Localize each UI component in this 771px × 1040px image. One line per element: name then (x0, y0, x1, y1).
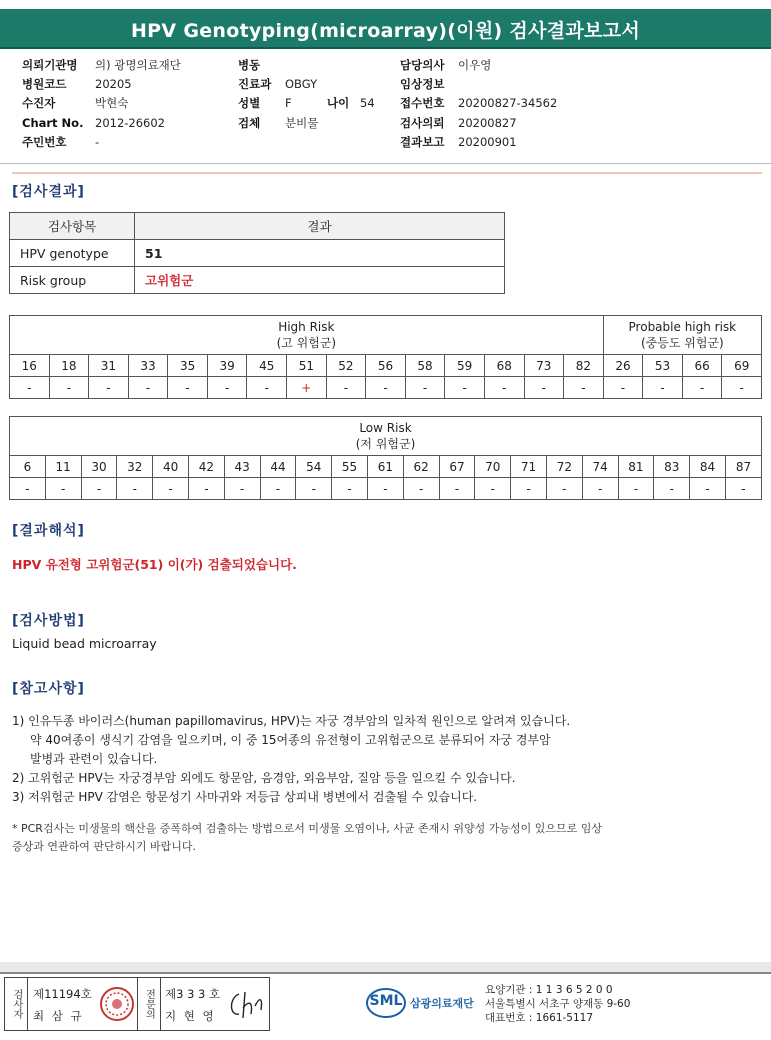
genotype-result-cell: + (287, 377, 327, 399)
genotype-result-cell: - (511, 478, 547, 500)
genotype-result-cell: - (153, 478, 189, 500)
genotype-type-cell: 53 (643, 355, 683, 377)
label-department: 진료과 (238, 77, 272, 91)
method-text: Liquid bead microarray (12, 636, 157, 651)
logo-text: SML (369, 993, 403, 1009)
signature-icon (227, 988, 267, 1022)
value-chart-no: 2012-26602 (95, 116, 165, 130)
footnote-line: * PCR검사는 미생물의 핵산을 증폭하여 검출하는 방법으로서 미생물 오염이나, 사균 존재시 위양성 가능성이 있으므로 임상 (12, 822, 602, 835)
label-patient: 수진자 (22, 96, 56, 110)
value-sex: F (285, 96, 292, 110)
genotype-result-cell: - (332, 478, 368, 500)
report-title: HPV Genotyping(microarray)(이원) 검사결과보고서 (130, 20, 641, 42)
genotype-type-cell: 39 (207, 355, 247, 377)
footnote-line: 증상과 연관하여 판단하시기 바랍니다. (12, 840, 197, 853)
low-risk-band (10, 417, 762, 456)
genotype-type-cell: 55 (332, 456, 368, 478)
label-hospital-code: 병원코드 (22, 77, 67, 91)
value-report-date: 20200901 (458, 135, 517, 149)
cell-item: HPV genotype (10, 240, 135, 267)
tester-label: 검사자 (5, 978, 28, 1030)
genotype-result-cell: - (403, 478, 439, 500)
genotype-type-cell: 67 (439, 456, 475, 478)
genotype-result-cell: - (168, 377, 208, 399)
label-resident-no: 주민번호 (22, 135, 67, 149)
cell-item: Risk group (10, 267, 135, 294)
genotype-type-cell: 43 (224, 456, 260, 478)
table-row (10, 240, 505, 267)
genotype-result-cell: - (722, 377, 762, 399)
specialist-label: 전문의 (137, 978, 161, 1030)
genotype-result-cell: - (224, 478, 260, 500)
genotype-type-cell: 35 (168, 355, 208, 377)
title-bar (0, 9, 771, 49)
genotype-type-cell: 58 (405, 355, 445, 377)
genotype-type-cell: 59 (445, 355, 485, 377)
label-request-date: 검사의뢰 (400, 116, 445, 130)
col-header-result: 결과 (135, 213, 505, 240)
genotype-result-cell: - (439, 478, 475, 500)
genotype-type-cell: 31 (89, 355, 129, 377)
probable-risk-title: Probable high risk (628, 320, 737, 334)
probable-risk-band (603, 316, 761, 355)
genotype-type-cell: 61 (367, 456, 403, 478)
section-heading-interpretation: [결과해석] (12, 523, 85, 539)
genotype-type-cell: 11 (45, 456, 81, 478)
genotype-type-cell: 71 (511, 456, 547, 478)
value-receipt-no: 20200827-34562 (458, 96, 558, 110)
high-risk-title: High Risk (278, 320, 335, 334)
org-phone: 대표번호 : 1661-5117 (485, 1012, 594, 1024)
genotype-type-cell: 62 (403, 456, 439, 478)
label-doctor: 담당의사 (400, 58, 445, 72)
label-chart-no: Chart No. (22, 116, 84, 130)
low-risk-title: Low Risk (359, 421, 412, 435)
genotype-result-cell: - (326, 377, 366, 399)
genotype-result-cell: - (117, 478, 153, 500)
genotype-result-cell: - (603, 377, 643, 399)
genotype-type-cell: 83 (654, 456, 690, 478)
value-age: 54 (360, 96, 375, 110)
low-risk-types-row (10, 456, 762, 478)
specialist-name: 지 현 영 (165, 1009, 216, 1023)
genotype-result-cell: - (725, 478, 761, 500)
result-table-header (10, 213, 505, 240)
reference-line: 발병과 관련이 있습니다. (30, 752, 158, 766)
genotype-result-cell: - (366, 377, 406, 399)
org-address: 서울특별시 서초구 양재동 9-60 (485, 998, 631, 1010)
divider-accent (12, 172, 762, 174)
genotype-type-cell: 81 (618, 456, 654, 478)
genotype-result-cell: - (207, 377, 247, 399)
genotype-type-cell: 74 (582, 456, 618, 478)
high-risk-subtitle: (고 위험군) (276, 336, 337, 350)
interpretation-text: HPV 유전형 고위험군(51) 이(가) 검출되었습니다. (12, 557, 297, 572)
low-risk-subtitle: (저 위험군) (355, 437, 416, 451)
genotype-type-cell: 32 (117, 456, 153, 478)
genotype-result-cell: - (49, 377, 89, 399)
divider (0, 163, 771, 164)
genotype-type-cell: 68 (484, 355, 524, 377)
genotype-result-cell: - (445, 377, 485, 399)
low-risk-results-row (10, 478, 762, 500)
value-hospital-code: 20205 (95, 77, 132, 91)
cell-result: 51 (135, 240, 505, 267)
label-receipt-no: 접수번호 (400, 96, 445, 110)
seal-stamp-icon (99, 986, 135, 1022)
section-heading-results: [검사결과] (12, 184, 85, 200)
value-resident-no: - (95, 135, 100, 149)
value-specimen: 분비물 (285, 116, 319, 130)
high-risk-results-row (10, 377, 762, 399)
value-request-date: 20200827 (458, 116, 517, 130)
genotype-type-cell: 54 (296, 456, 332, 478)
high-risk-band-row (10, 316, 762, 355)
probable-risk-subtitle: (중등도 위험군) (640, 336, 724, 350)
genotype-type-cell: 87 (725, 456, 761, 478)
table-row (10, 267, 505, 294)
high-risk-band (10, 316, 604, 355)
org-info (485, 983, 630, 1025)
high-risk-table (9, 315, 762, 399)
genotype-type-cell: 42 (188, 456, 224, 478)
result-table (9, 212, 505, 294)
genotype-type-cell: 18 (49, 355, 89, 377)
label-requesting-institution: 의뢰기관명 (22, 58, 78, 72)
low-risk-table (9, 416, 762, 500)
col-header-item: 검사항목 (10, 213, 135, 240)
genotype-result-cell: - (45, 478, 81, 500)
genotype-type-cell: 51 (287, 355, 327, 377)
genotype-type-cell: 66 (682, 355, 722, 377)
section-heading-method: [검사방법] (12, 613, 85, 629)
footer-line (0, 972, 771, 974)
genotype-result-cell: - (10, 377, 50, 399)
reference-line: 2) 고위험군 HPV는 자궁경부암 외에도 항문암, 음경암, 외음부암, 질암 등을 일으킬 수 있습니다. (12, 771, 516, 785)
high-risk-types-row (10, 355, 762, 377)
genotype-type-cell: 40 (153, 456, 189, 478)
genotype-result-cell: - (682, 377, 722, 399)
genotype-type-cell: 52 (326, 355, 366, 377)
genotype-result-cell: - (524, 377, 564, 399)
genotype-result-cell: - (405, 377, 445, 399)
genotype-type-cell: 73 (524, 355, 564, 377)
section-heading-reference: [참고사항] (12, 681, 85, 697)
genotype-result-cell: - (582, 478, 618, 500)
genotype-type-cell: 72 (546, 456, 582, 478)
genotype-result-cell: - (188, 478, 224, 500)
cell-result: 고위험군 (135, 267, 505, 294)
genotype-type-cell: 26 (603, 355, 643, 377)
value-doctor: 이우영 (458, 58, 492, 72)
genotype-result-cell: - (546, 478, 582, 500)
reference-notes (12, 712, 757, 807)
genotype-result-cell: - (484, 377, 524, 399)
genotype-type-cell: 69 (722, 355, 762, 377)
genotype-result-cell: - (690, 478, 726, 500)
genotype-result-cell: - (10, 478, 46, 500)
org-logo (366, 987, 406, 1023)
genotype-type-cell: 30 (81, 456, 117, 478)
pcr-footnote (12, 820, 757, 856)
genotype-result-cell: - (296, 478, 332, 500)
header-info (0, 56, 771, 156)
genotype-result-cell: - (475, 478, 511, 500)
genotype-type-cell: 56 (366, 355, 406, 377)
genotype-result-cell: - (89, 377, 129, 399)
genotype-result-cell: - (81, 478, 117, 500)
org-name: 삼광의료재단 (410, 997, 474, 1010)
genotype-result-cell: - (618, 478, 654, 500)
genotype-result-cell: - (128, 377, 168, 399)
label-ward: 병동 (238, 58, 261, 72)
label-report-date: 결과보고 (400, 135, 445, 149)
genotype-type-cell: 45 (247, 355, 287, 377)
label-sex: 성별 (238, 96, 261, 110)
footer-separator (0, 962, 771, 972)
genotype-result-cell: - (247, 377, 287, 399)
value-requesting-institution: 의) 광명의료재단 (95, 58, 181, 72)
genotype-type-cell: 70 (475, 456, 511, 478)
label-clinical-info: 임상정보 (400, 77, 445, 91)
org-code: 요양기관 : 1 1 3 6 5 2 0 0 (485, 984, 613, 996)
tester-name: 최 삼 규 (33, 1009, 84, 1023)
genotype-type-cell: 33 (128, 355, 168, 377)
genotype-type-cell: 82 (564, 355, 604, 377)
tester-number: 제11194호 (33, 987, 92, 1001)
genotype-result-cell: - (643, 377, 683, 399)
value-department: OBGY (285, 77, 318, 91)
genotype-type-cell: 44 (260, 456, 296, 478)
genotype-type-cell: 6 (10, 456, 46, 478)
genotype-type-cell: 84 (690, 456, 726, 478)
genotype-result-cell: - (260, 478, 296, 500)
genotype-type-cell: 16 (10, 355, 50, 377)
low-risk-band-row (10, 417, 762, 456)
genotype-result-cell: - (564, 377, 604, 399)
reference-line: 3) 저위험군 HPV 감염은 항문성기 사마귀와 저등급 상피내 병변에서 검출될 수 있습니다. (12, 790, 478, 804)
genotype-result-cell: - (367, 478, 403, 500)
reference-line: 1) 인유두종 바이러스(human papillomavirus, HPV)는 자궁 경부암의 일차적 원인으로 알려져 있습니다. (12, 714, 571, 728)
reference-line: 약 40여종이 생식기 감염을 일으키며, 이 중 15여종의 유전형이 고위험군으로 분류되어 자궁 경부암 (30, 733, 551, 747)
label-specimen: 검체 (238, 116, 261, 130)
value-patient: 박현숙 (95, 96, 129, 110)
signature-box (4, 977, 270, 1031)
label-age: 나이 (327, 96, 350, 110)
specialist-number: 제3 3 3 호 (165, 987, 221, 1001)
genotype-result-cell: - (654, 478, 690, 500)
